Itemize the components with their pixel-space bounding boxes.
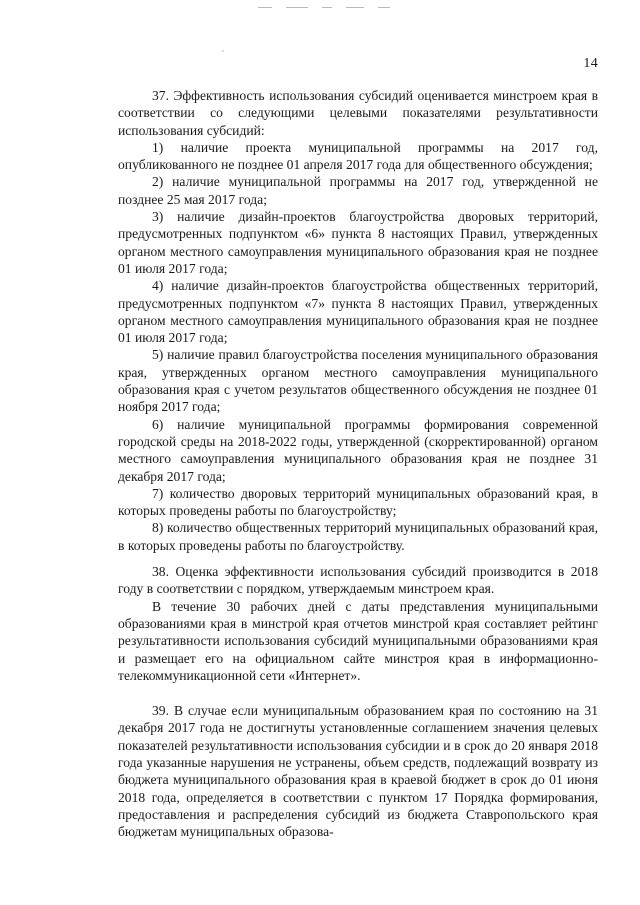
- paragraph-38-rating: В течение 30 рабочих дней с даты представления муниципальными образованиями края в минстрой края отчетов минстрой края составляет рейтинг результативности использования субсидий муниципальными образованиями края и размещает его на официальном сайте минстроя края в информационно-телекоммуникационной сети «Интернет».: [118, 598, 598, 683]
- indicator-2: 2) наличие муниципальной программы на 2017 год, утвержденной не позднее 25 мая 2017 года;: [118, 174, 598, 207]
- paragraph-39: 39. В случае если муниципальным образованием края по состоянию на 31 декабря 2017 года не достигнуты установленные соглашением значения целевых показателей результативности использования субсидии и в срок до 20 января 2018 года указанные нарушения не устранены, объем средств, подлежащий возврату из бюджета муниципального образования края в краевой бюджет в срок до 01 июня 2018 года, определяется в соответствии с пунктом 17 Порядка формирования, предоставления и распределения субсидий из бюджета Ставропольского края бюджетам муниципальных образова-: [118, 703, 598, 840]
- indicator-1: 1) наличие проекта муниципальной программы на 2017 год, опубликованного не позднее 01 апреля 2017 года для общественного обсуждения;: [118, 139, 598, 173]
- indicator-7: 7) количество дворовых территорий муниципальных образований края, в которых проведены работы по благоустройству;: [118, 485, 598, 519]
- document-body: [118, 87, 598, 840]
- scan-artifact-dot: [222, 50, 224, 52]
- indicator-8: 8) количество общественных территорий муниципальных образований края, в которых проведены работы по благоустройству.: [118, 520, 598, 553]
- scan-artifact-marks: [258, 4, 418, 10]
- paragraph-38: 38. Оценка эффективности использования субсидий производится в 2018 году в соответствии с порядком, утверждаемым минстроем края.: [118, 564, 598, 597]
- indicator-4: 4) наличие дизайн-проектов благоустройства общественных территорий, предусмотренных подпунктом «7» пункта 8 настоящих Правил, утвержденных органом местного самоуправления муниципального образования края не позднее 01 июля 2017 года;: [118, 278, 598, 346]
- paragraph-37-intro: 37. Эффективность использования субсидий оценивается минстроем края в соответствии со следующими целевыми показателями результативности использования субсидий:: [118, 88, 598, 138]
- indicator-5: 5) наличие правил благоустройства поселения муниципального образования края, утвержденных органом местного самоуправления муниципального образования края с учетом результатов общественного обсуждения не позднее 01 ноября 2017 года;: [118, 347, 598, 415]
- page-number: 14: [583, 56, 598, 71]
- indicator-6: 6) наличие муниципальной программы формирования современной городской среды на 2018-2022 годы, утвержденной (скорректированной) органом местного самоуправления муниципального образования края не позднее 31 декабря 2017 года;: [118, 416, 598, 484]
- indicator-3: 3) наличие дизайн-проектов благоустройства дворовых территорий, предусмотренных подпунктом «6» пункта 8 настоящих Правил, утвержденных органом местного самоуправления муниципального образования края не позднее 01 июля 2017 года;: [118, 209, 598, 276]
